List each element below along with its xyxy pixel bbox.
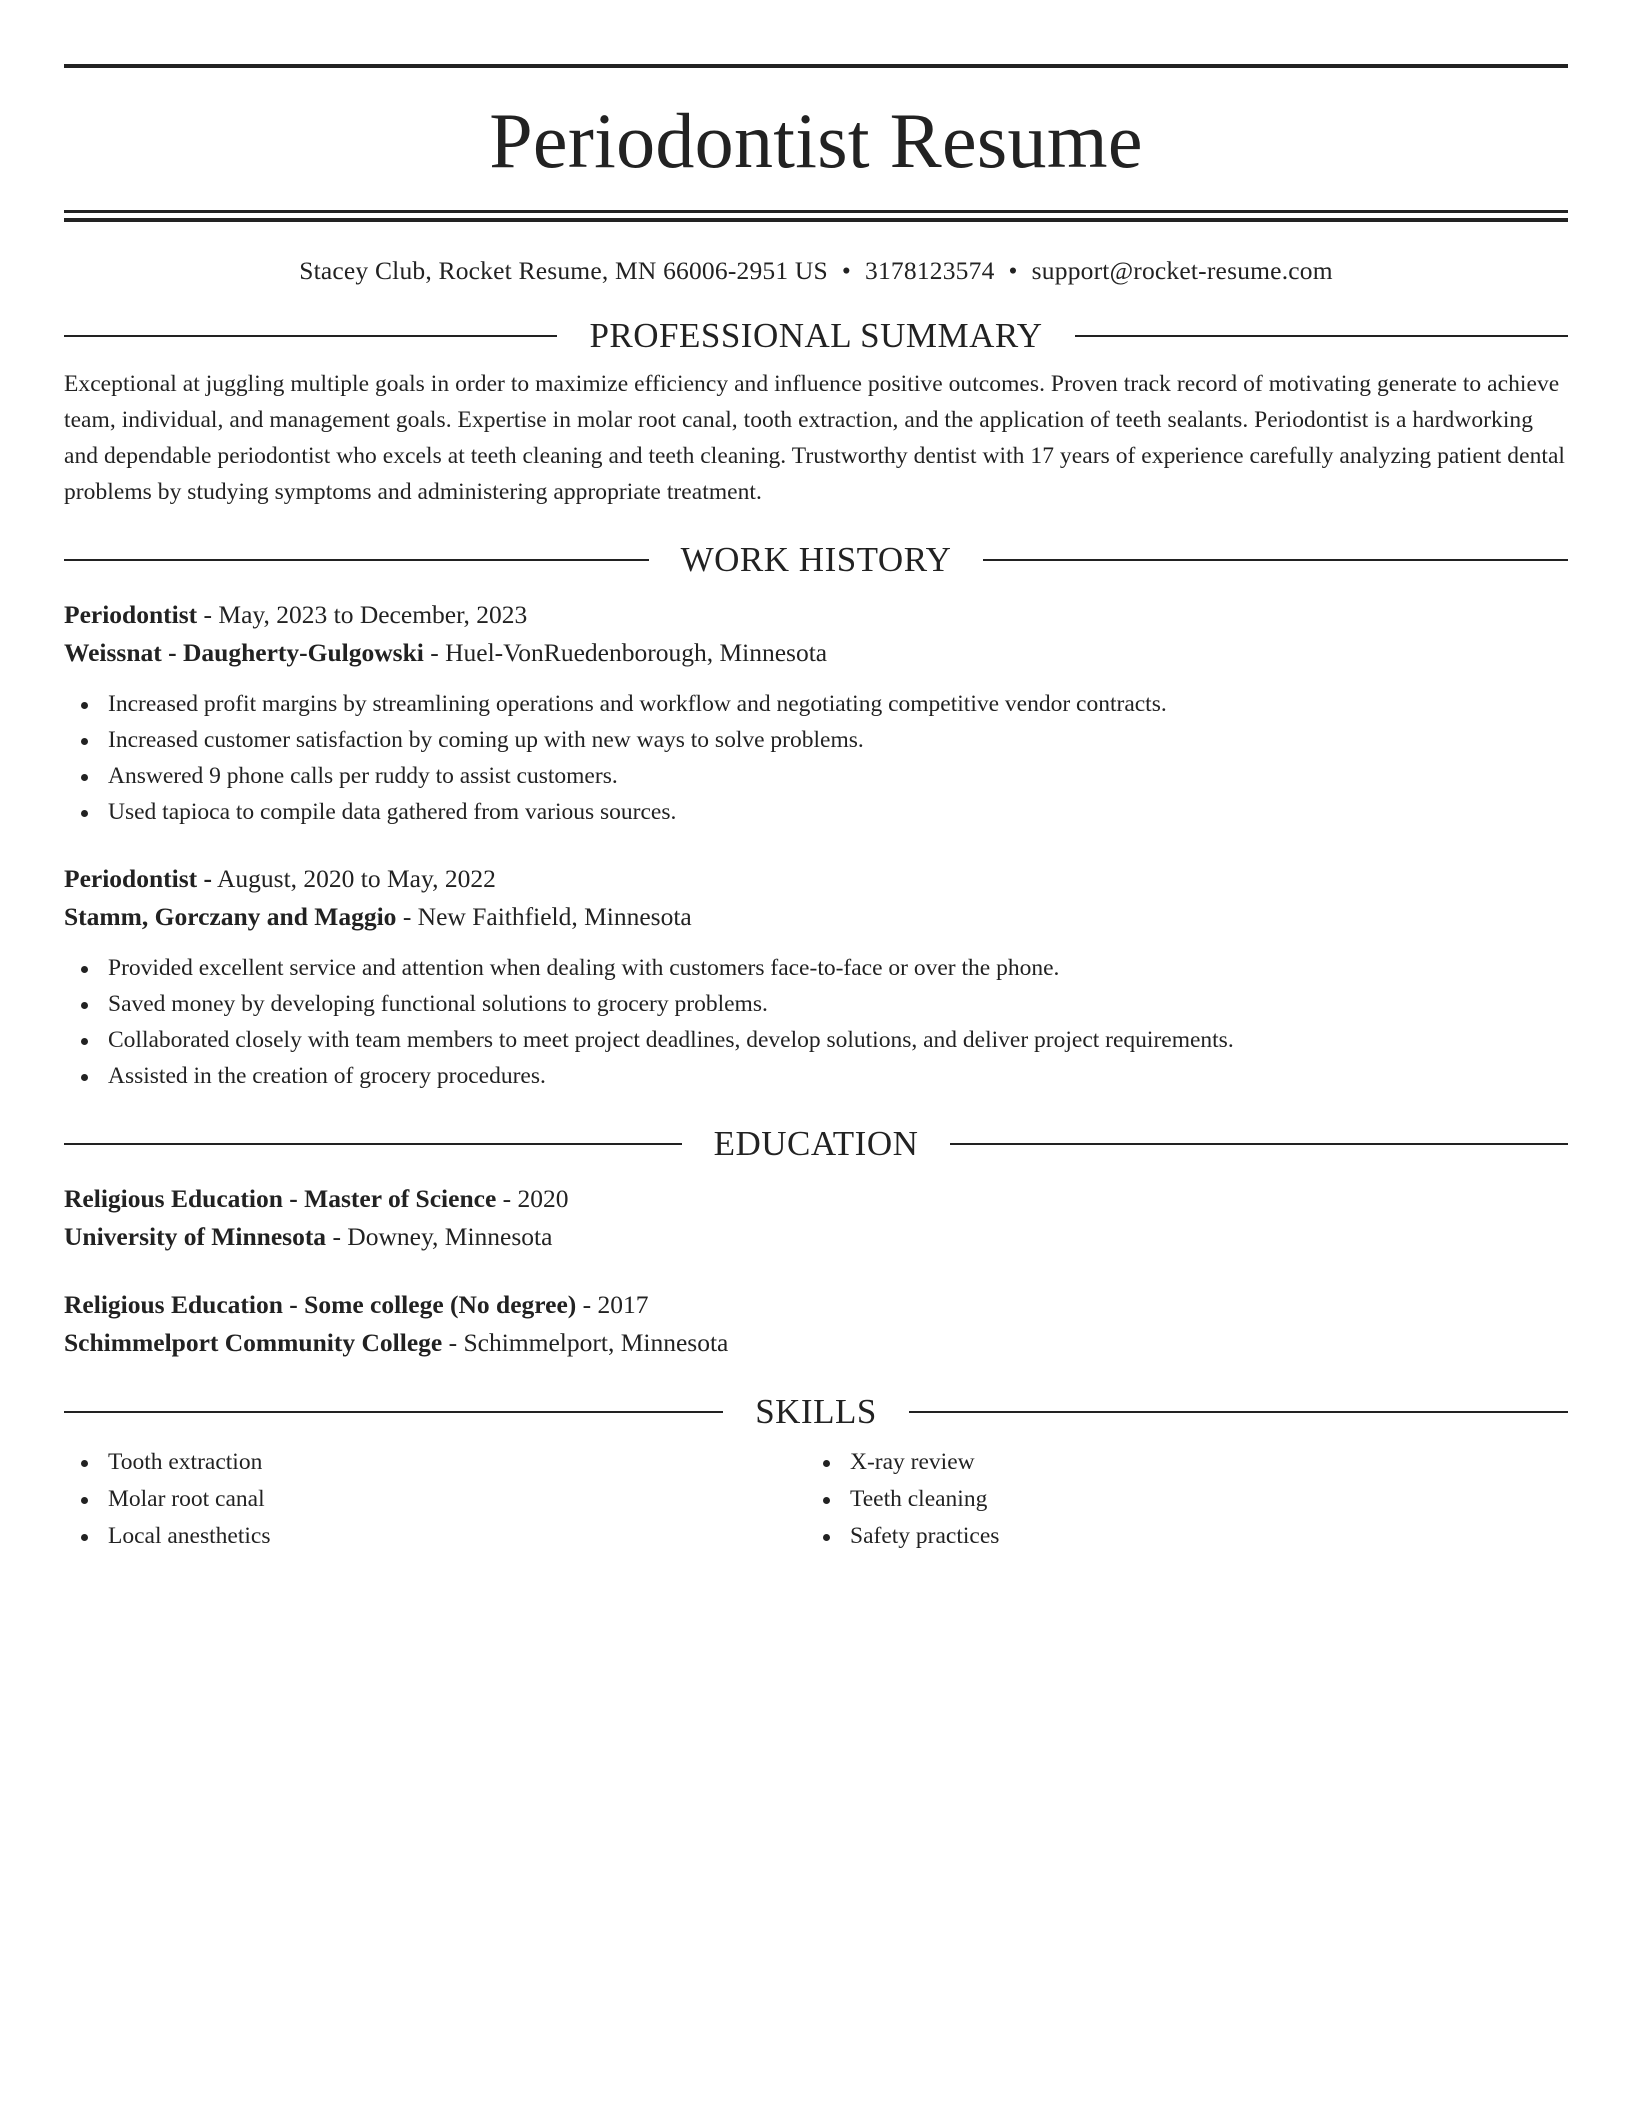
- contact-email: support@rocket-resume.com: [1031, 256, 1333, 285]
- section-heading-summary: [64, 316, 1568, 356]
- job-location: - Huel-VonRuedenborough, Minnesota: [423, 638, 828, 667]
- education-entry: [64, 1286, 1568, 1362]
- job-location: - New Faithfield, Minnesota: [396, 902, 692, 931]
- skill-item: Safety practices: [850, 1518, 1548, 1555]
- contact-separator: •: [841, 256, 852, 285]
- section-title: SKILLS: [755, 1392, 877, 1431]
- summary-text: Exceptional at juggling multiple goals in order to maximize efficiency and influence positive outcomes. Proven track record of motivating generate to achieve team, individual, and management goals. Expertise in molar root canal, tooth extraction, and the application of teeth sealants. Periodontist is a hardworking and dependable periodontist who excels at teeth cleaning and teeth cleaning. Trustworthy dentist with 17 years of experience carefully analyzing patient dental problems by studying symptoms and administering appropriate treatment.: [64, 371, 1566, 505]
- skills-column-right: [806, 1444, 1548, 1555]
- section-title: EDUCATION: [713, 1124, 919, 1163]
- list-item: Provided excellent service and attention when dealing with customers face-to-face or over the phone.: [108, 950, 1568, 986]
- job-company-line: [64, 634, 1568, 672]
- list-item: Increased customer satisfaction by coming up with new ways to solve problems.: [108, 722, 1568, 758]
- degree-year: - 2020: [496, 1184, 569, 1213]
- skill-item: Teeth cleaning: [850, 1481, 1548, 1518]
- skills-column-left: [64, 1444, 806, 1555]
- school-line: [64, 1218, 1568, 1256]
- school: Schimmelport Community College: [64, 1328, 443, 1357]
- school-line: [64, 1324, 1568, 1362]
- degree-year: - 2017: [576, 1290, 649, 1319]
- section-heading-work: [64, 540, 1568, 580]
- skill-item: Molar root canal: [108, 1481, 806, 1518]
- section-heading-skills: [64, 1392, 1568, 1432]
- contact-line: [64, 256, 1568, 286]
- skill-item: Tooth extraction: [108, 1444, 806, 1481]
- job-title: Periodontist -: [64, 864, 213, 893]
- job-title-line: [64, 860, 1568, 898]
- job-dates: - May, 2023 to December, 2023: [197, 600, 528, 629]
- job-company-line: [64, 898, 1568, 936]
- list-item: Collaborated closely with team members to meet project deadlines, develop solutions, and deliver project requirements.: [108, 1022, 1568, 1058]
- degree: Religious Education - Some college (No degree): [64, 1290, 577, 1319]
- job-title: Periodontist: [64, 600, 198, 629]
- job-company: Stamm, Gorczany and Maggio: [64, 902, 397, 931]
- contact-separator: •: [1008, 256, 1018, 285]
- contact-phone: 3178123574: [865, 256, 995, 285]
- contact-address: Stacey Club, Rocket Resume, MN 66006-2951 US: [299, 256, 828, 285]
- top-rule: [64, 64, 1568, 68]
- list-item: Increased profit margins by streamlining operations and workflow and negotiating competitive vendor contracts.: [108, 686, 1568, 722]
- section-title: WORK HISTORY: [680, 540, 952, 579]
- job-entry: [64, 860, 1568, 1094]
- job-bullets: [64, 686, 1568, 830]
- degree-line: [64, 1286, 1568, 1324]
- school-location: - Downey, Minnesota: [326, 1222, 553, 1251]
- section-heading-education: [64, 1124, 1568, 1164]
- resume-page: [64, 64, 1568, 1555]
- school: University of Minnesota: [64, 1222, 327, 1251]
- job-dates: August, 2020 to May, 2022: [212, 864, 496, 893]
- degree-line: [64, 1180, 1568, 1218]
- education-entry: [64, 1180, 1568, 1256]
- job-bullets: [64, 950, 1568, 1094]
- job-company: Weissnat - Daugherty-Gulgowski: [64, 638, 424, 667]
- school-location: - Schimmelport, Minnesota: [442, 1328, 729, 1357]
- section-title: PROFESSIONAL SUMMARY: [589, 316, 1043, 355]
- list-item: Saved money by developing functional solutions to grocery problems.: [108, 986, 1568, 1022]
- skill-item: Local anesthetics: [108, 1518, 806, 1555]
- list-item: Assisted in the creation of grocery procedures.: [108, 1058, 1568, 1094]
- title-double-rule: [64, 210, 1568, 222]
- page-title: Periodontist Resume: [489, 97, 1143, 184]
- degree: Religious Education - Master of Science: [64, 1184, 497, 1213]
- skill-item: X-ray review: [850, 1444, 1548, 1481]
- skills-list: [64, 1444, 1568, 1555]
- list-item: Answered 9 phone calls per ruddy to assist customers.: [108, 758, 1568, 794]
- job-title-line: [64, 596, 1568, 634]
- list-item: Used tapioca to compile data gathered from various sources.: [108, 794, 1568, 830]
- job-entry: [64, 596, 1568, 830]
